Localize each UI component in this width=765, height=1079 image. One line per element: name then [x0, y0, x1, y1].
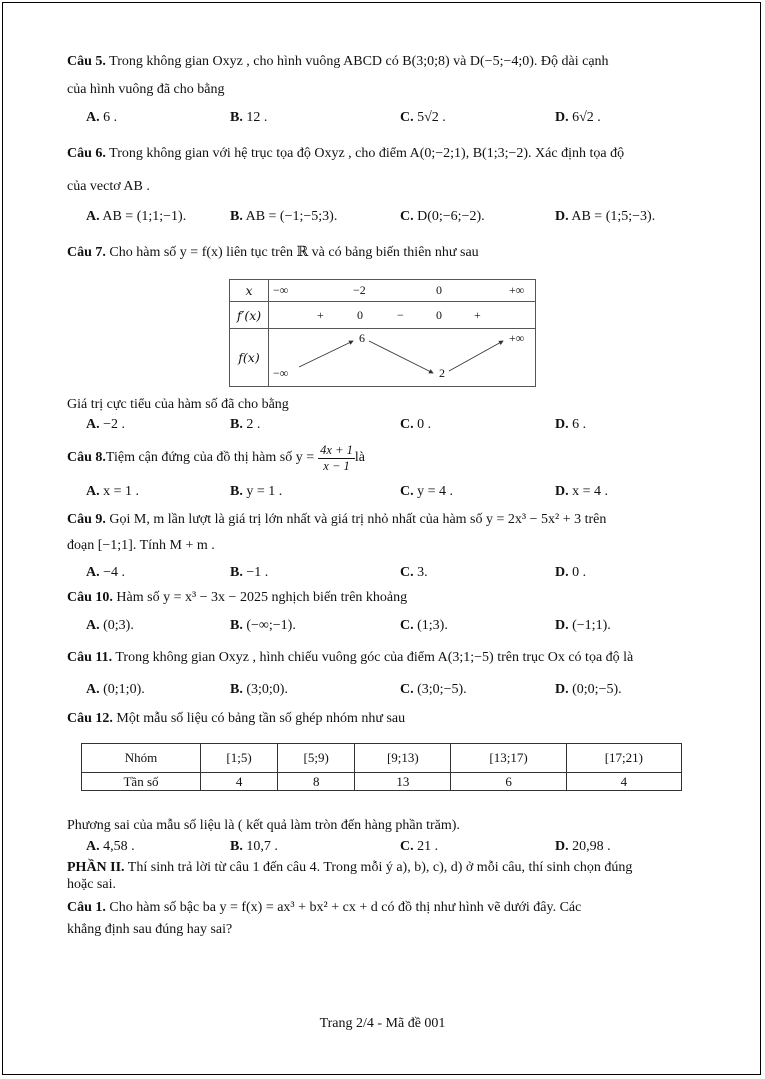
- freq-cell: 6: [451, 773, 566, 791]
- sign: +: [474, 308, 481, 322]
- question-text: Tiệm cận đứng của đồ thị hàm số y =: [105, 450, 315, 465]
- freq-cell: 4: [201, 773, 278, 791]
- question-label: Câu 1.: [67, 900, 106, 915]
- x-value: 0: [436, 283, 442, 297]
- question-8: [67, 440, 365, 476]
- question-text: Gọi M, m lần lượt là giá trị lớn nhất và giá trị nhỏ nhất của hàm số y = 2x³ − 5x² + 3 trên: [105, 512, 607, 527]
- part-text-cont: hoặc sai.: [67, 877, 116, 892]
- sign: 0: [357, 308, 363, 322]
- row-header-f: f(x): [230, 329, 269, 387]
- fraction: $\frac{4x + 1}{x - 1}$: [320, 442, 353, 473]
- option-c: C. 3.: [400, 565, 428, 580]
- option-b: B. 10,7 .: [230, 839, 278, 854]
- f-value: 6: [359, 331, 365, 345]
- question-label: Câu 8.: [67, 450, 106, 465]
- option-c: C. (3;0;−5).: [400, 682, 467, 697]
- option-a: A. x = 1 .: [86, 484, 140, 499]
- question-10: [67, 590, 407, 606]
- sign: 0: [436, 308, 442, 322]
- question-label: Câu 7.: [67, 245, 106, 260]
- question-label: Câu 10.: [67, 590, 113, 605]
- option-a: A. −2 .: [86, 417, 126, 432]
- question-text-cont: Giá trị cực tiểu của hàm số đã cho bằng: [67, 397, 289, 412]
- question-text-cont: của hình vuông đã cho bằng: [67, 82, 225, 97]
- row-header-fprime: f′(x): [230, 302, 269, 329]
- group-cell: [1;5): [201, 744, 278, 773]
- sign: +: [317, 308, 324, 322]
- question-label: Câu 11.: [67, 650, 113, 665]
- option-d: D. 6 .: [555, 417, 587, 432]
- freq-cell: 4: [566, 773, 681, 791]
- question-5: [67, 54, 609, 70]
- question-text-cont: đoạn [−1;1]. Tính M + m .: [67, 538, 215, 553]
- question-text: Trong không gian với hệ trục tọa độ Oxyz , cho điểm A(0;−2;1), B(1;3;−2). Xác định tọa độ: [105, 146, 625, 161]
- f-value: +∞: [509, 331, 525, 345]
- sign: −: [397, 308, 404, 322]
- page-footer: Trang 2/4 - Mã đề 001: [319, 1016, 446, 1031]
- part-text: Thí sinh trả lời từ câu 1 đến câu 4. Trong mỗi ý a), b), c), d) ở mỗi câu, thí sinh chọn đúng: [124, 860, 633, 875]
- header-group: Nhóm: [82, 744, 201, 773]
- option-c: C. (1;3).: [400, 618, 448, 633]
- option-b: B. 2 .: [230, 417, 261, 432]
- question-text: Hàm số y = x³ − 3x − 2025 nghịch biến trên khoảng: [112, 590, 408, 605]
- question-text-end: là: [354, 450, 365, 465]
- option-a: A. (0;1;0).: [86, 682, 145, 697]
- f-value: −∞: [273, 366, 289, 380]
- option-b: B. 12 .: [230, 110, 268, 125]
- freq-cell: 13: [355, 773, 451, 791]
- question-text-cont: khẳng định sau đúng hay sai?: [67, 922, 233, 937]
- x-value: −∞: [273, 283, 289, 297]
- group-cell: [13;17): [451, 744, 566, 773]
- group-cell: [5;9): [278, 744, 355, 773]
- question-text: Một mẫu số liệu có bảng tần số ghép nhóm như sau: [112, 711, 406, 726]
- option-d: D. (−1;1).: [555, 618, 611, 633]
- option-b: B. −1 .: [230, 565, 269, 580]
- option-a: A. 6 .: [86, 110, 118, 125]
- option-c: C. y = 4 .: [400, 484, 454, 499]
- question-text: Cho hàm số bậc ba y = f(x) = ax³ + bx² + cx + d có đồ thị như hình vẽ dưới đây. Các: [105, 900, 582, 915]
- question-text: Trong không gian Oxyz , cho hình vuông ABCD có B(3;0;8) và D(−5;−4;0). Độ dài cạnh: [105, 54, 609, 69]
- option-b: B. y = 1 .: [230, 484, 283, 499]
- question-text-cont: Phương sai của mẫu số liệu là ( kết quả làm tròn đến hàng phần trăm).: [67, 818, 460, 833]
- option-a: A. AB = (1;1;−1).: [86, 209, 187, 224]
- option-c: C. 21 .: [400, 839, 439, 854]
- question-text: Trong không gian Oxyz , hình chiếu vuông góc của điểm A(3;1;−5) trên trục Ox có tọa độ là: [112, 650, 634, 665]
- x-value: +∞: [509, 283, 525, 297]
- question-6: [67, 146, 624, 162]
- option-d: D. 6√2 .: [555, 110, 601, 125]
- option-d: D. 0 .: [555, 565, 587, 580]
- option-c: C. 5√2 .: [400, 110, 446, 125]
- group-cell: [9;13): [355, 744, 451, 773]
- option-b: B. (3;0;0).: [230, 682, 288, 697]
- question-12: [67, 711, 405, 727]
- question-label: Câu 9.: [67, 512, 106, 527]
- x-values-row: [269, 280, 536, 302]
- x-value: −2: [353, 283, 366, 297]
- group-cell: [17;21): [566, 744, 681, 773]
- question-label: Câu 5.: [67, 54, 106, 69]
- f-value: 2: [439, 366, 445, 380]
- variation-arrows: [269, 329, 537, 387]
- option-d: D. x = 4 .: [555, 484, 609, 499]
- part-label: PHẦN II.: [67, 860, 125, 875]
- option-c: C. D(0;−6;−2).: [400, 209, 485, 224]
- f-values-row: [269, 329, 536, 387]
- frequency-table: [81, 743, 682, 791]
- question-text-cont: của vectơ AB .: [67, 179, 150, 194]
- option-d: D. AB = (1;5;−3).: [555, 209, 656, 224]
- question-9: [67, 512, 606, 528]
- option-b: B. (−∞;−1).: [230, 618, 296, 633]
- option-d: D. 20,98 .: [555, 839, 611, 854]
- part-2-instructions: [67, 860, 632, 876]
- option-a: A. −4 .: [86, 565, 126, 580]
- option-d: D. (0;0;−5).: [555, 682, 622, 697]
- row-header-x: x: [230, 280, 269, 302]
- variation-table: [229, 279, 536, 387]
- question-label: Câu 6.: [67, 146, 106, 161]
- fprime-signs-row: [269, 302, 536, 329]
- question-text: Cho hàm số y = f(x) liên tục trên ℝ và có bảng biến thiên như sau: [105, 245, 479, 260]
- option-a: A. 4,58 .: [86, 839, 135, 854]
- part2-question-1: [67, 900, 581, 916]
- option-b: B. AB = (−1;−5;3).: [230, 209, 338, 224]
- freq-cell: 8: [278, 773, 355, 791]
- question-11: [67, 650, 633, 666]
- question-label: Câu 12.: [67, 711, 113, 726]
- option-c: C. 0 .: [400, 417, 432, 432]
- question-7: [67, 244, 479, 261]
- header-freq: Tần số: [82, 773, 201, 791]
- option-a: A. (0;3).: [86, 618, 134, 633]
